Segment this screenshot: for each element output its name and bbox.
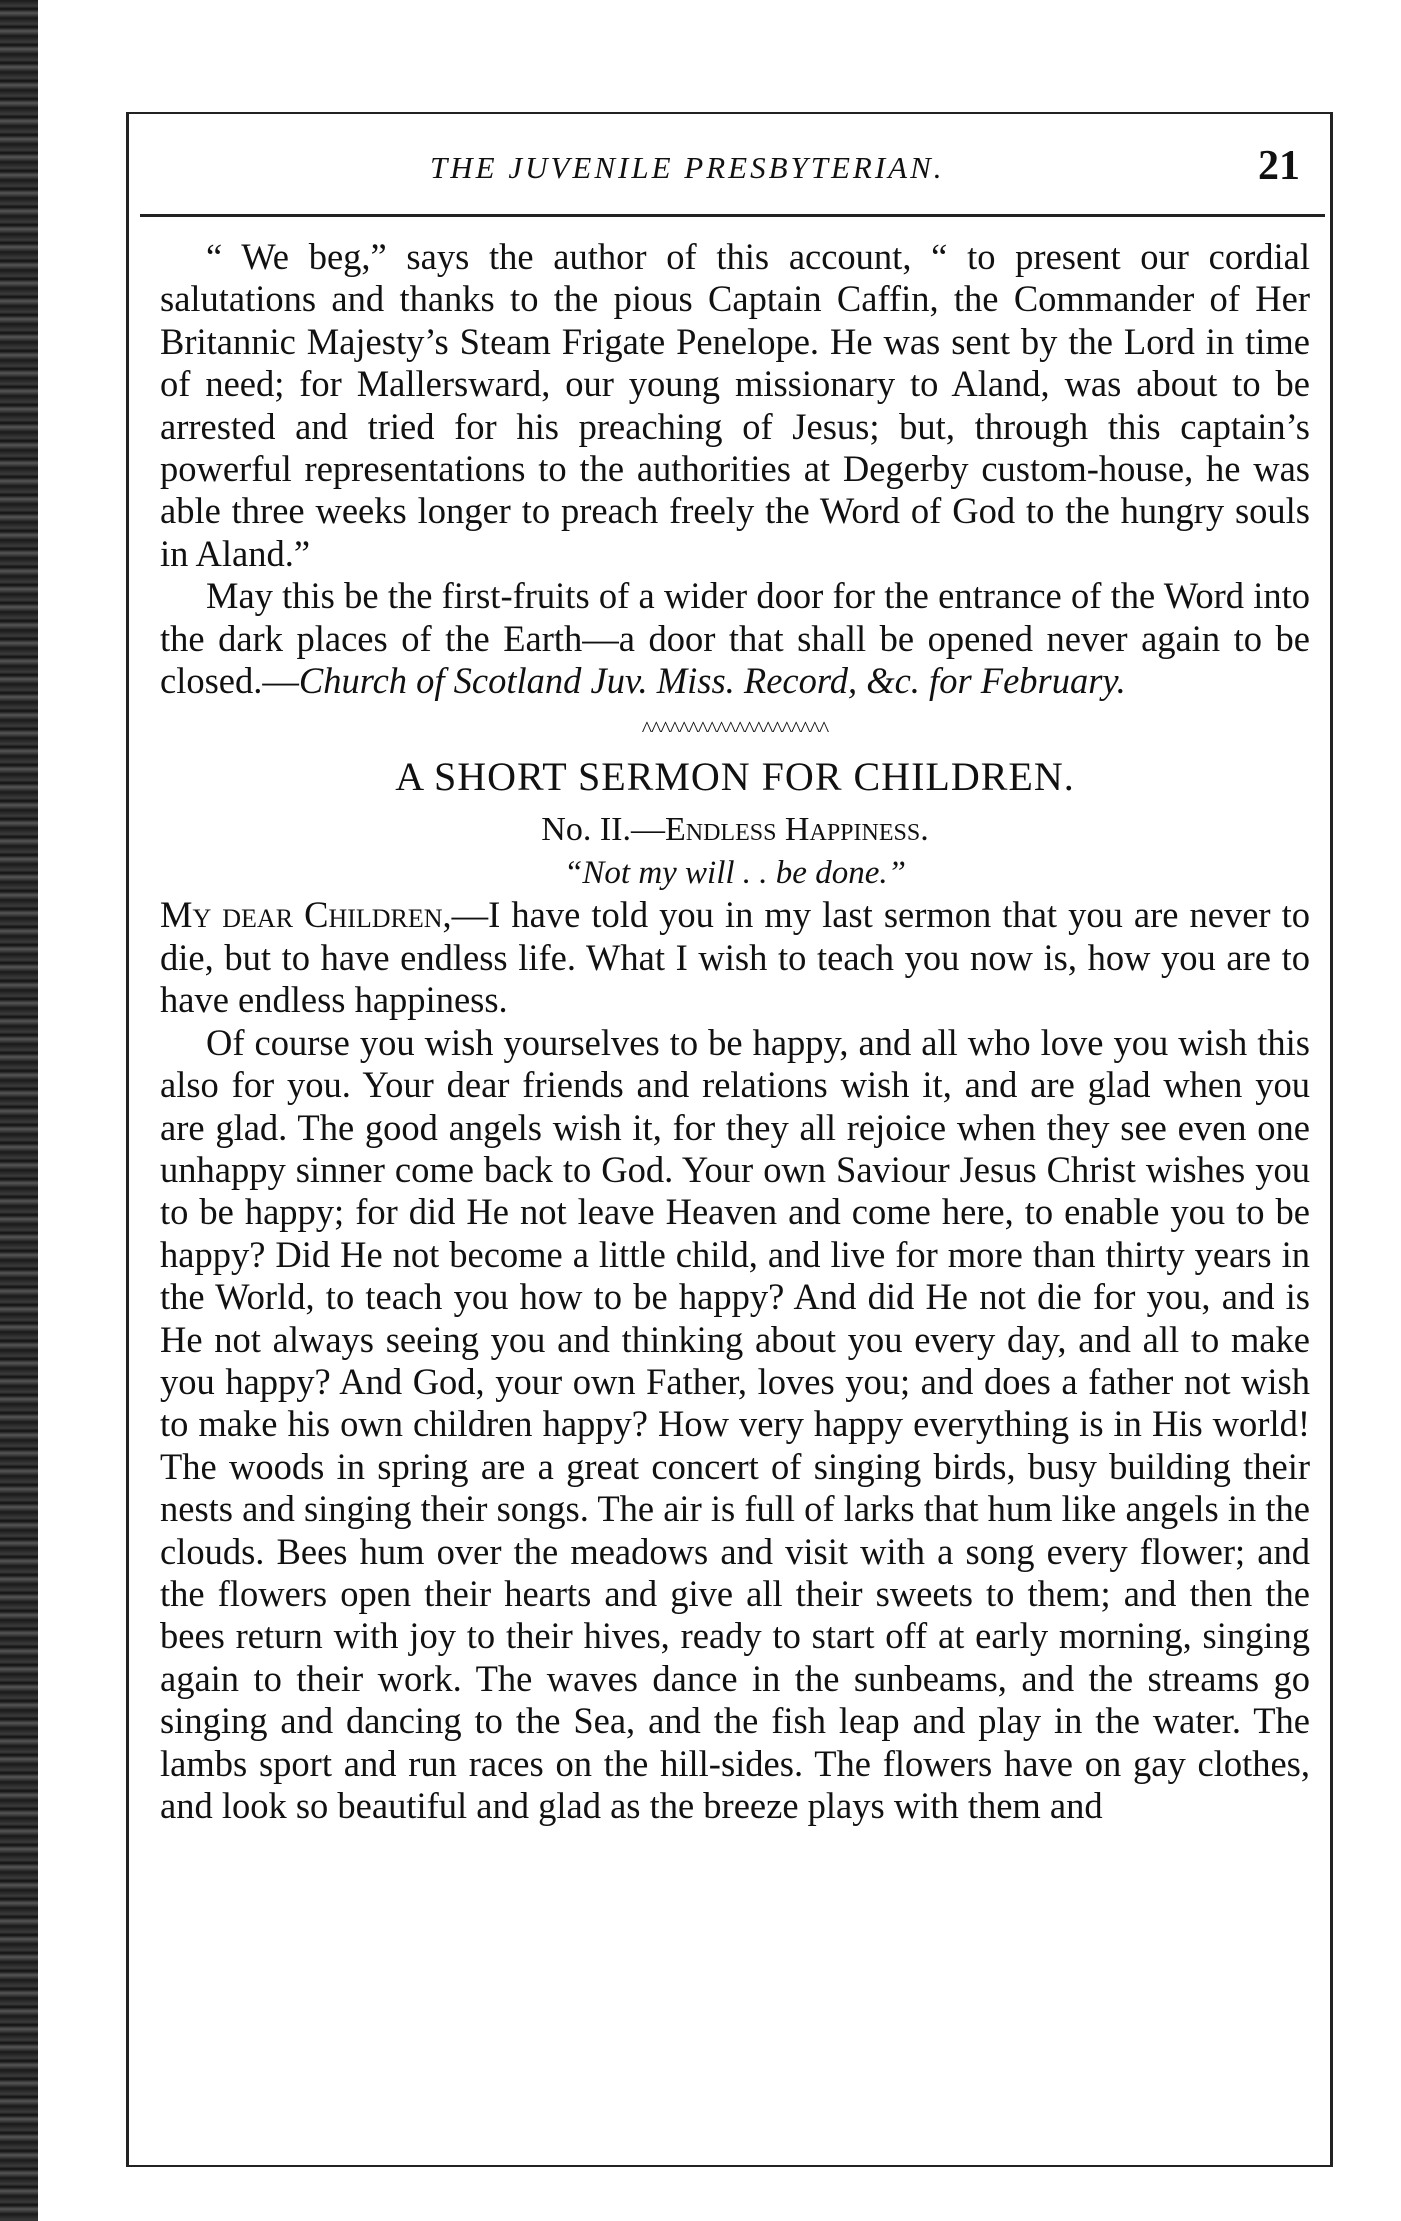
sermon-number: No. II.— (541, 811, 665, 849)
page-body (160, 236, 1310, 1827)
sermon-epigraph: “Not my will . . be done.” (564, 855, 906, 892)
sermon-paragraph-1 (160, 894, 1310, 1021)
running-title: THE JUVENILE PRESBYTERIAN. (430, 150, 945, 185)
sermon-subtitle (160, 808, 1310, 852)
sermon-subtitle-text: Endless Happiness. (664, 811, 929, 849)
ornamental-divider: ^^^^^^^^^^^^^^^^^^^^ (641, 716, 829, 742)
header-rule (140, 214, 1325, 217)
salutation: My dear Children, (160, 894, 452, 936)
sermon-title: A SHORT SERMON FOR CHILDREN. (395, 754, 1075, 800)
intro-paragraph-2 (160, 575, 1310, 702)
sermon-paragraph-1-text: —I have told you in my last sermon that you are never to die, but to have endless life. What I wish to teach you now is, how you are to have endless happiness. (160, 894, 1310, 1021)
page-number: 21 (1258, 143, 1300, 189)
source-citation: Church of Scotland Juv. Miss. Record, &c. for February. (298, 660, 1126, 702)
page-header (140, 142, 1320, 202)
intro-paragraph-2-text: May this be the first-fruits of a wider door for the entrance of the Word into the dark places of the Earth—a door that shall be opened never again to be closed.— (160, 575, 1310, 702)
sermon-paragraph-2: Of course you wish yourselves to be happy, and all who love you wish this also for you. Your dear friends and relations wish it, and are glad when you are glad. The good angels wish it, for they all rejoice when they see even one unhappy sinner come back to God. Your own Saviour Jesus Christ wishes you to be happy; for did He not leave Heaven and come here, to enable you to be happy? Did He not become a little child, and live for more than thirty years in the World, to teach you how to be happy? And did He not die for you, and is He not always seeing you and thinking about you every day, and all to make you happy? And God, your own Father, loves you; and does a father not wish to make his own children happy? How very happy everything is in His world! The woods in spring are a great concert of singing birds, busy building their nests and singing their songs. The air is full of larks that hum like angels in the clouds. Bees hum over the meadows and visit with a song every flower; and the flowers open their hearts and give all their sweets to them; and then the bees return with joy to their hives, ready to start off at early morning, singing again to their work. The waves dance in the sunbeams, and the streams go singing and dancing to the Sea, and the fish leap and play in the water. The lambs sport and run races on the hill-sides. The flowers have on gay clothes, and look so beautiful and glad as the breeze plays with them and (160, 1021, 1310, 1826)
book-binding-edge (0, 0, 38, 2221)
intro-paragraph-1: “ We beg,” says the author of this account, “ to present our cordial salutations and thanks to the pious Captain Caffin, the Commander of Her Britannic Majesty’s Steam Frigate Penelope. He was sent by the Lord in time of need; for Mallersward, our young missionary to Aland, was about to be arrested and tried for his preaching of Jesus; but, through this captain’s powerful representations to the authorities at Degerby custom-house, he was able three weeks longer to preach freely the Word of God to the hungry souls in Aland.” (160, 236, 1310, 574)
